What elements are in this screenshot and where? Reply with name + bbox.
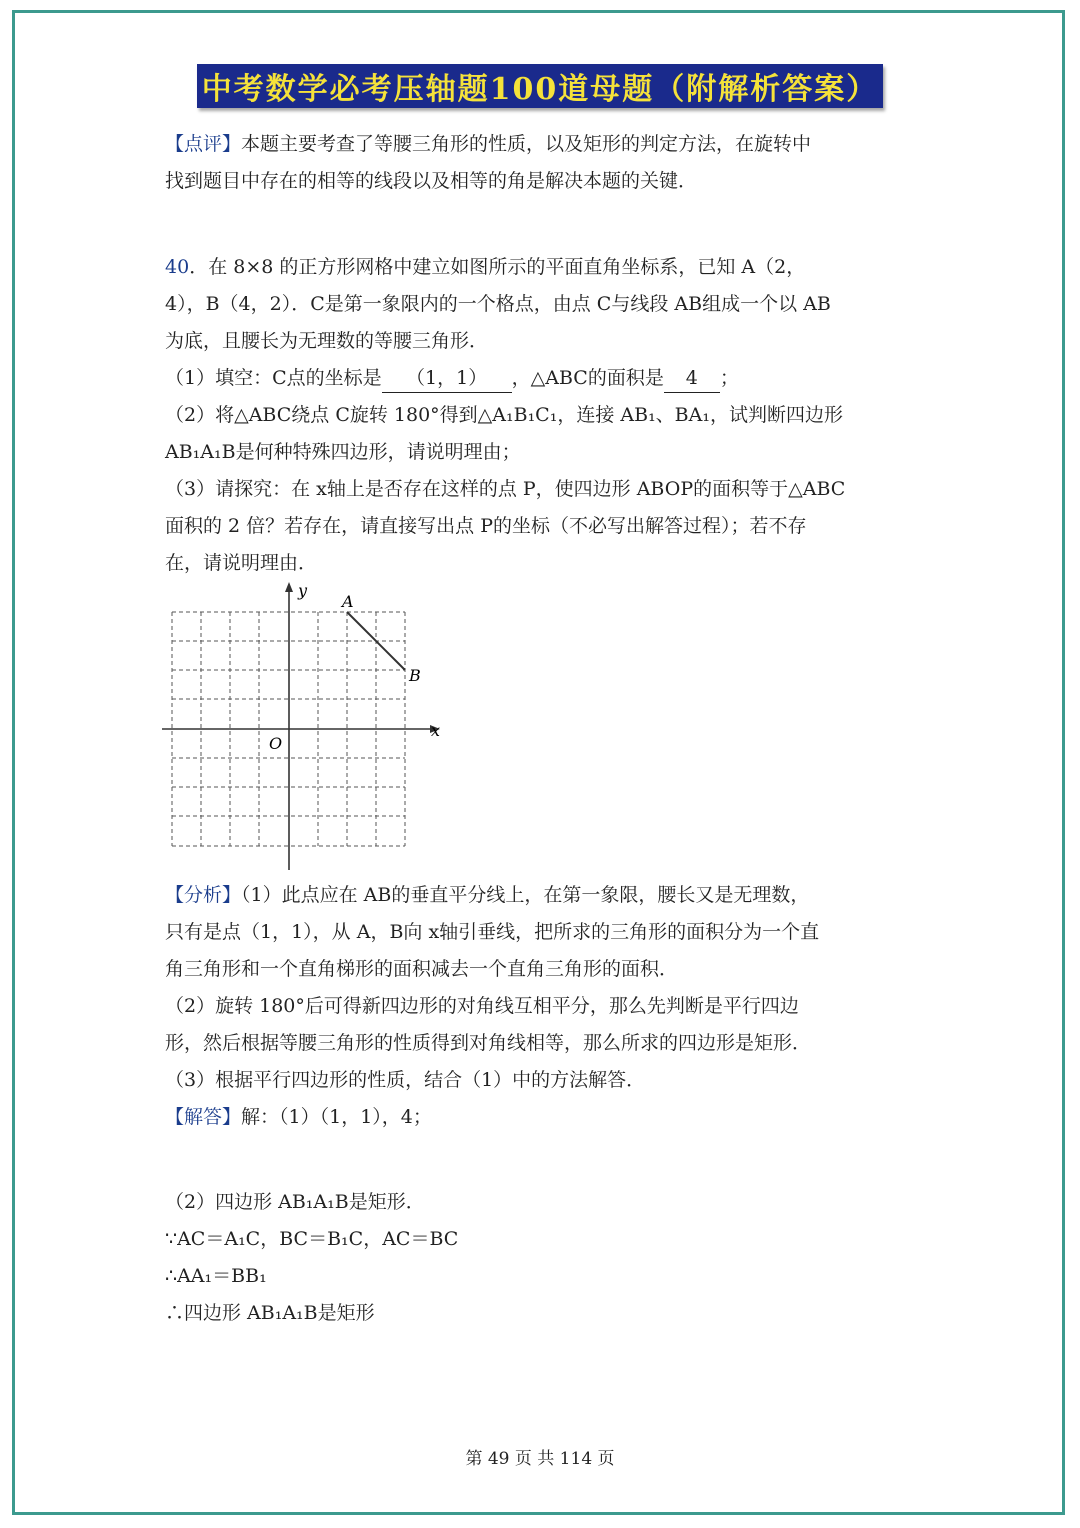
problem-line-3: 为底，且腰长为无理数的等腰三角形．: [165, 330, 489, 352]
analysis-line-6: （3）根据平行四边形的性质，结合（1）中的方法解答．: [165, 1069, 646, 1091]
solution-line-3: ∵AC＝A₁C，BC＝B₁C，AC＝BC: [165, 1228, 459, 1250]
point-label-a: A: [342, 592, 354, 611]
comment-line-1: 本题主要考查了等腰三角形的性质，以及矩形的判定方法，在旋转中: [241, 133, 812, 155]
solution-block: [165, 1184, 925, 1332]
analysis-line-3: 角三角形和一个直角梯形的面积减去一个直角三角形的面积．: [165, 958, 679, 980]
y-axis-label: y: [298, 581, 308, 600]
coordinate-grid-figure: [158, 578, 448, 873]
y-axis-arrow: [285, 582, 293, 592]
solution-line-1: 解：（1）（1，1），4；: [241, 1106, 432, 1128]
page-footer: 第 49 页 共 114 页: [465, 1449, 615, 1469]
part-1-prefix: （1）填空：C点的坐标是: [165, 367, 382, 389]
part-3-line-3: 在，请说明理由．: [165, 552, 318, 574]
point-label-b: B: [409, 666, 421, 685]
comment-block: [165, 126, 925, 200]
part-3-line-1: （3）请探究：在 x轴上是否存在这样的点 P，使四边形 ABOP的面积等于△ABC: [165, 478, 846, 500]
part-1-end: ；: [719, 367, 739, 389]
analysis-tag: 【分析】: [165, 884, 242, 906]
analysis-line-1: （1）此点应在 AB的垂直平分线上，在第一象限，腰长又是无理数，: [241, 884, 810, 906]
problem-line-2: 4），B（4，2）．C是第一象限内的一个格点，由点 C与线段 AB组成一个以 AB: [165, 293, 831, 315]
solution-line-5: ∴四边形 AB₁A₁B是矩形: [165, 1302, 375, 1324]
solution-line-4: ∴AA₁＝BB₁: [165, 1265, 267, 1287]
part-2-line-2: AB₁A₁B是何种特殊四边形，请说明理由；: [165, 441, 521, 463]
analysis-line-5: 形，然后根据等腰三角形的性质得到对角线相等，那么所求的四边形是矩形．: [165, 1032, 812, 1054]
part-3-line-2: 面积的 2 倍？若存在，请直接写出点 P的坐标（不必写出解答过程）；若不存: [165, 515, 807, 537]
page-title: 中考数学必考压轴题100道母题（附解析答案）: [197, 64, 883, 108]
analysis-line-4: （2）旋转 180°后可得新四边形的对角线互相平分，那么先判断是平行四边: [165, 995, 799, 1017]
problem-number: 40: [165, 256, 190, 278]
part-2-line-1: （2）将△ABC绕点 C旋转 180°得到△A₁B₁C₁，连接 AB₁、BA₁，试判断四边形: [165, 404, 843, 426]
problem-line-1: ．在 8×8 的正方形网格中建立如图所示的平面直角坐标系，已知 A（2，: [189, 256, 806, 278]
comment-line-2: 找到题目中存在的相等的线段以及相等的角是解决本题的关键．: [165, 170, 698, 192]
origin-label: O: [269, 734, 283, 753]
answer-blank-2: 4: [664, 364, 720, 393]
comment-tag: 【点评】: [165, 133, 242, 155]
solution-tag: 【解答】: [165, 1106, 242, 1128]
solution-line-2: （2）四边形 AB₁A₁B是矩形．: [165, 1191, 425, 1213]
problem-block: [165, 249, 925, 582]
x-axis-label: x: [431, 721, 441, 740]
part-1-mid: ，△ABC的面积是: [511, 367, 664, 389]
part-1: [165, 360, 925, 397]
answer-blank-1: （1，1）: [382, 364, 512, 393]
analysis-block: [165, 877, 925, 1136]
analysis-line-2: 只有是点（1，1），从 A，B向 x轴引垂线，把所求的三角形的面积分为一个直: [165, 921, 820, 943]
